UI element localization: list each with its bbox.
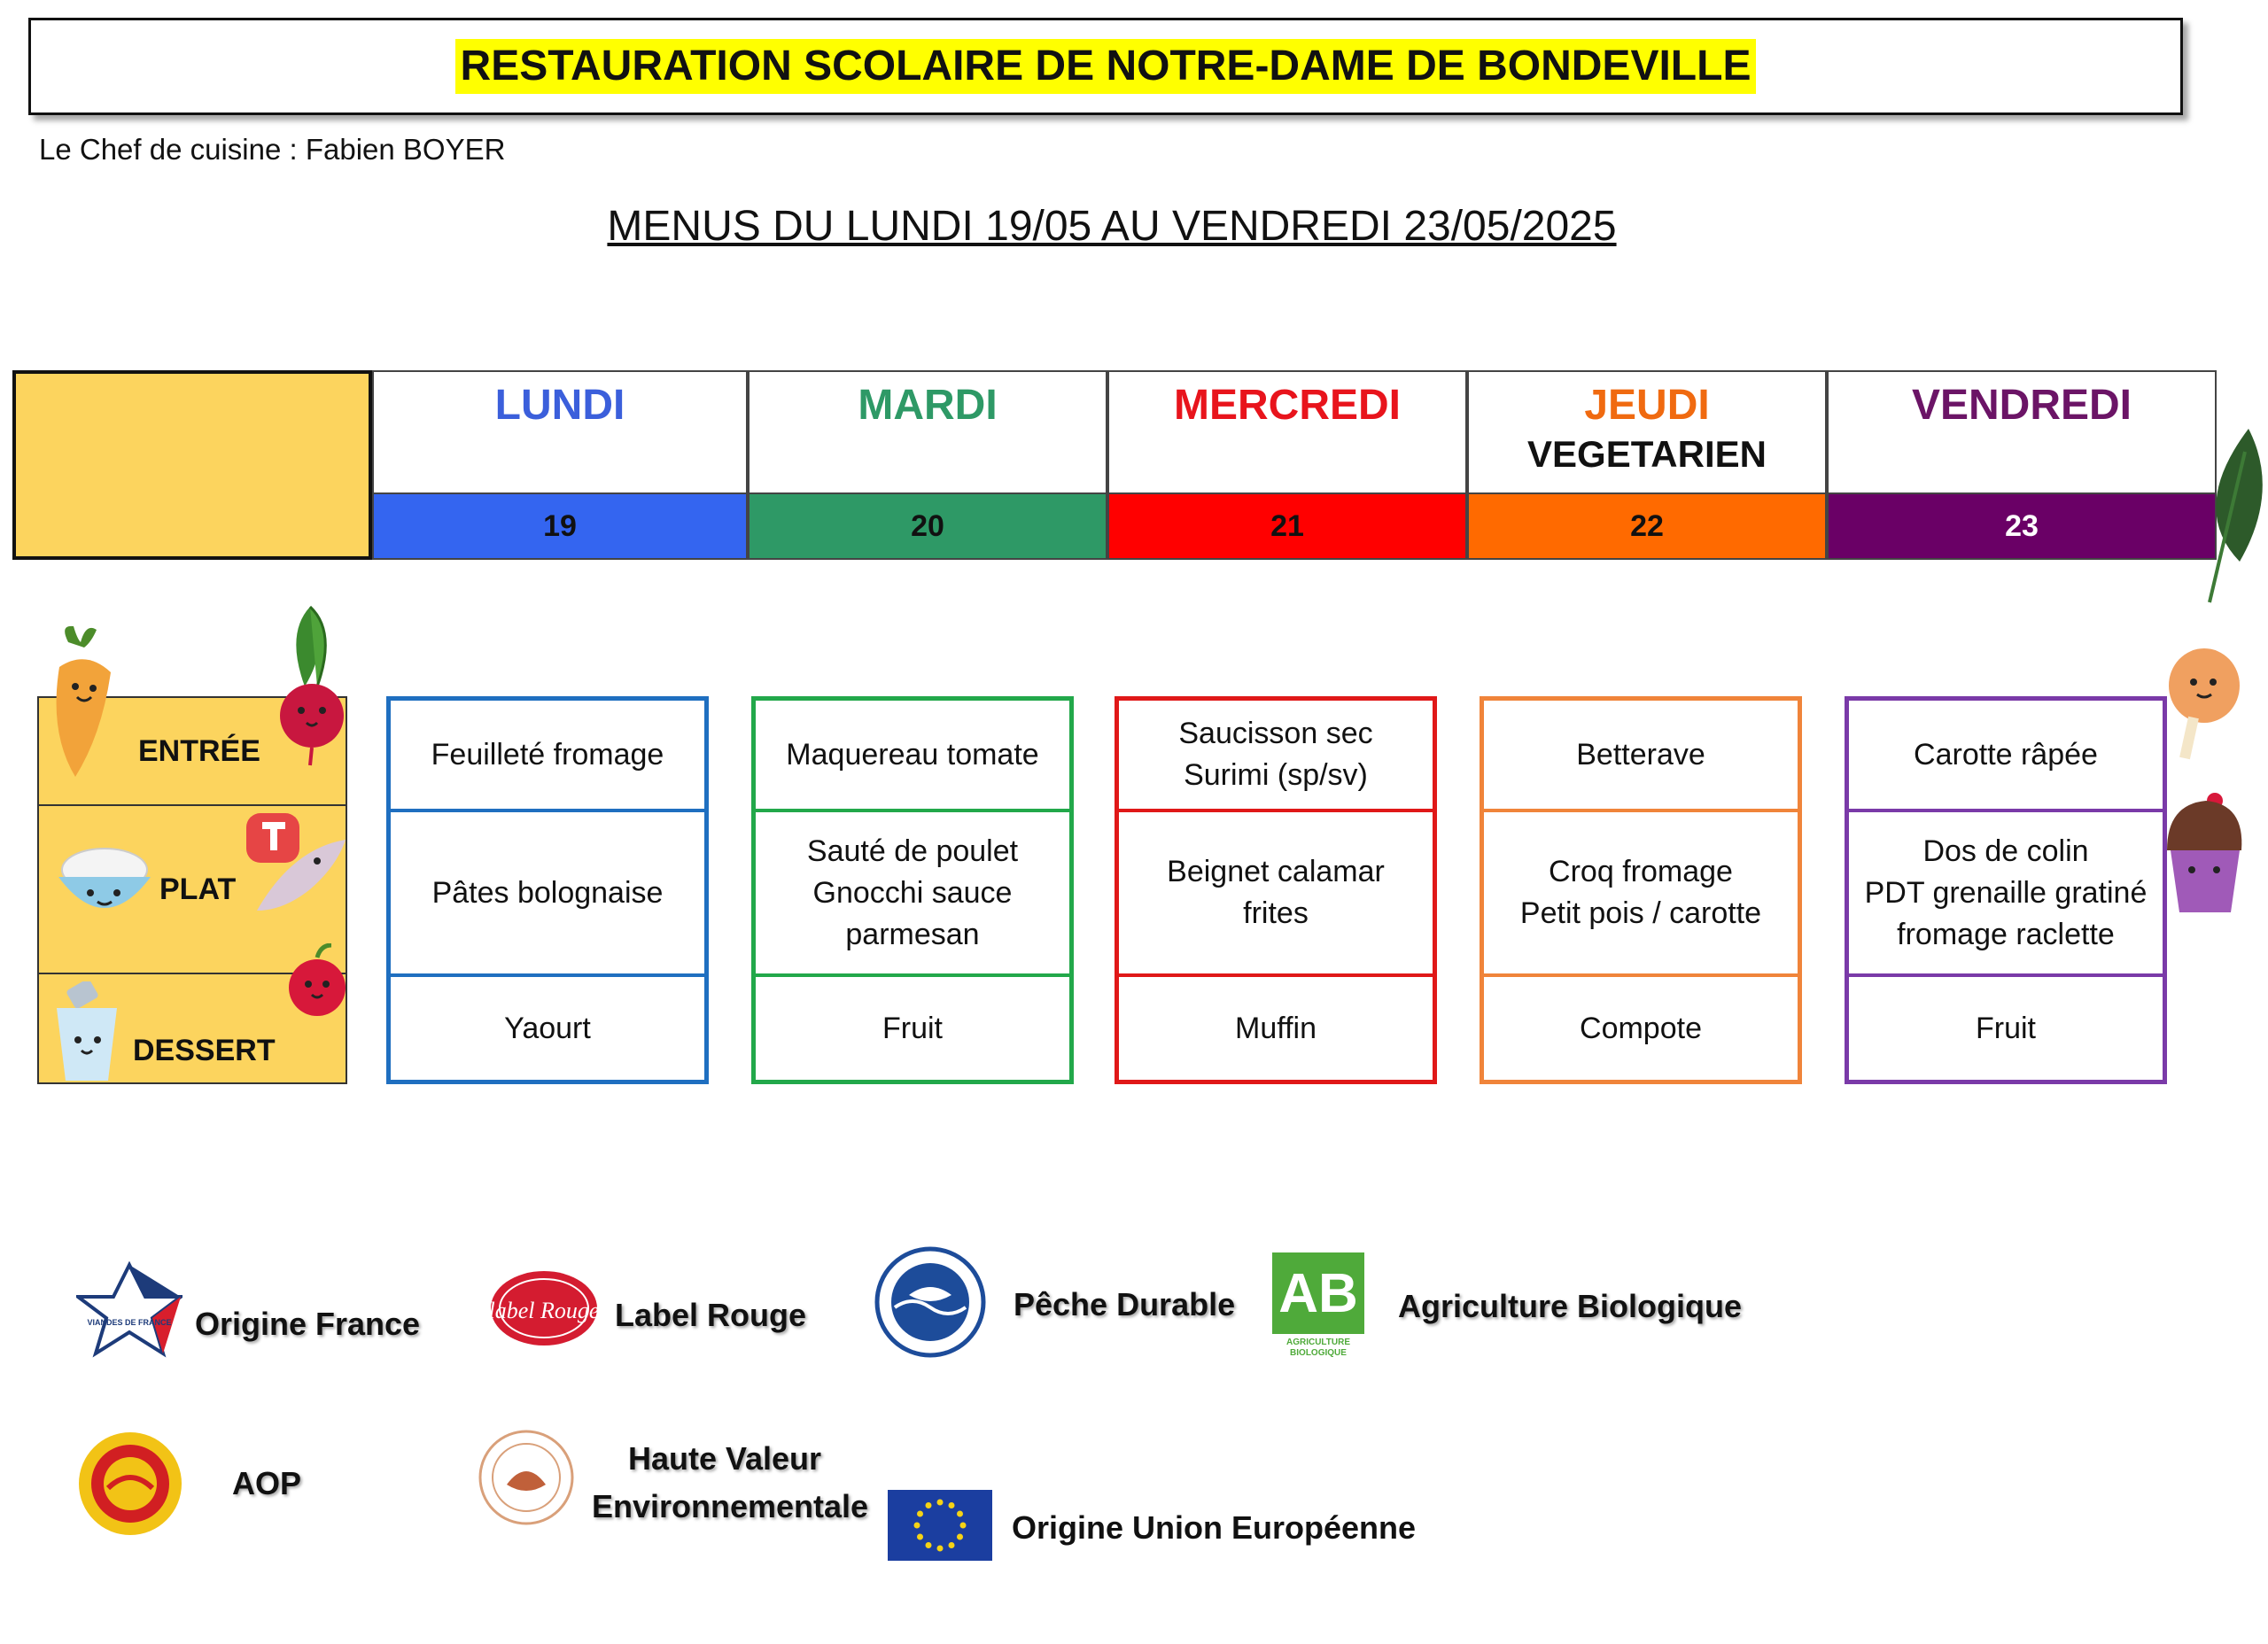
day-name: MARDI xyxy=(858,382,998,429)
menu-entree: Saucisson sec Surimi (sp/sv) xyxy=(1178,717,1373,792)
steak-fish-icon xyxy=(239,806,354,930)
menu-plat: Sauté de poulet Gnocchi sauce parmesan xyxy=(756,809,1069,977)
peche-durable-logo xyxy=(874,1245,987,1359)
menu-dessert: Yaourt xyxy=(504,1011,591,1045)
legend-agriculture-bio: Agriculture Biologique xyxy=(1398,1288,1743,1324)
course-entree-label: ENTRÉE xyxy=(138,733,260,768)
eu-star xyxy=(949,1502,955,1508)
menu-column-4 xyxy=(1845,696,2167,1084)
chef-name: Le Chef de cuisine : Fabien BOYER xyxy=(39,133,506,166)
eu-star xyxy=(926,1502,932,1508)
menu-column-3 xyxy=(1480,696,1802,1084)
viandes-logo-text: VIANDES DE FRANCE xyxy=(87,1318,172,1327)
eu-star xyxy=(917,1534,923,1540)
eu-flag-icon xyxy=(888,1490,992,1561)
eu-star xyxy=(960,1523,967,1529)
page-title: RESTAURATION SCOLAIRE DE NOTRE-DAME DE BONDEVILLE xyxy=(455,39,1757,94)
menu-column-0 xyxy=(386,696,709,1084)
eu-star xyxy=(937,1500,944,1506)
legend-origine-france: Origine France xyxy=(195,1306,421,1342)
day-number: 20 xyxy=(748,492,1107,560)
spinach-leaf-icon xyxy=(2186,425,2268,611)
day-name: JEUDI xyxy=(1584,382,1710,429)
course-dessert-label: DESSERT xyxy=(133,1033,276,1067)
eu-star xyxy=(957,1511,963,1517)
course-plat-label: PLAT xyxy=(159,872,237,906)
menu-entree: Feuilleté fromage xyxy=(431,737,664,772)
aop-logo xyxy=(76,1430,184,1538)
label-rouge-logo-text: label Rouge xyxy=(488,1298,600,1323)
cupcake-icon xyxy=(2162,788,2246,921)
week-title: MENUS DU LUNDI 19/05 AU VENDREDI 23/05/2025 xyxy=(607,203,1617,250)
day-name: VENDREDI xyxy=(1911,382,2132,429)
legend-origine-ue: Origine Union Européenne xyxy=(1012,1509,1417,1546)
legend-aop: AOP xyxy=(232,1465,302,1501)
chicken-leg-icon xyxy=(2162,645,2241,778)
eu-star xyxy=(957,1534,963,1540)
ab-logo-letters: AB xyxy=(1272,1252,1364,1334)
day-number: 21 xyxy=(1107,492,1467,560)
beet-icon xyxy=(276,602,347,771)
label-rouge-logo xyxy=(487,1268,602,1348)
viandes-de-france-logo xyxy=(76,1261,183,1359)
rice-bowl-icon xyxy=(53,841,155,921)
menu-dessert: Fruit xyxy=(1976,1011,2036,1045)
menu-plat: Dos de colin PDT grenaille gratiné fromage raclette xyxy=(1849,809,2163,977)
menu-entree: Maquereau tomate xyxy=(786,737,1039,772)
day-number: 22 xyxy=(1467,492,1827,560)
title-box xyxy=(28,18,2183,115)
day-number: 23 xyxy=(1827,492,2217,560)
menu-dessert: Fruit xyxy=(882,1011,943,1045)
day-header-3 xyxy=(1467,370,1827,494)
eu-star xyxy=(917,1511,923,1517)
ab-logo xyxy=(1272,1252,1364,1362)
day-subtitle: VEGETARIEN xyxy=(1527,433,1767,475)
day-name: MERCREDI xyxy=(1173,382,1401,429)
apple-icon xyxy=(284,943,350,1019)
day-header-1 xyxy=(748,370,1107,494)
hve-logo xyxy=(477,1428,576,1527)
eu-star xyxy=(926,1542,932,1548)
ab-logo-caption: AGRICULTURE BIOLOGIQUE xyxy=(1285,1338,1351,1358)
legend-label-rouge: Label Rouge xyxy=(615,1297,807,1333)
yogurt-icon xyxy=(51,981,122,1083)
menu-column-1 xyxy=(751,696,1074,1084)
day-header-0 xyxy=(372,370,748,494)
legend-hve-line2: Environnementale xyxy=(592,1488,869,1524)
day-number: 19 xyxy=(372,492,748,560)
eu-star xyxy=(937,1546,944,1552)
day-name: LUNDI xyxy=(494,382,625,429)
menu-plat: Croq fromage Petit pois / carotte xyxy=(1484,809,1798,977)
eu-star xyxy=(914,1523,920,1529)
menu-plat: Beignet calamar frites xyxy=(1119,809,1433,977)
menu-entree: Betterave xyxy=(1576,737,1705,772)
menu-dessert: Compote xyxy=(1580,1011,1702,1045)
menu-dessert: Muffin xyxy=(1235,1011,1317,1045)
carrot-icon xyxy=(49,624,120,784)
day-header-2 xyxy=(1107,370,1467,494)
menu-plat: Pâtes bolognaise xyxy=(391,809,704,977)
corner-cell xyxy=(12,370,372,560)
legend-hve-line1: Haute Valeur xyxy=(627,1440,822,1477)
eu-star xyxy=(949,1542,955,1548)
menu-entree: Carotte râpée xyxy=(1914,737,2098,772)
menu-column-2 xyxy=(1115,696,1437,1084)
day-header-4 xyxy=(1827,370,2217,494)
legend-peche-durable: Pêche Durable xyxy=(1014,1286,1236,1322)
